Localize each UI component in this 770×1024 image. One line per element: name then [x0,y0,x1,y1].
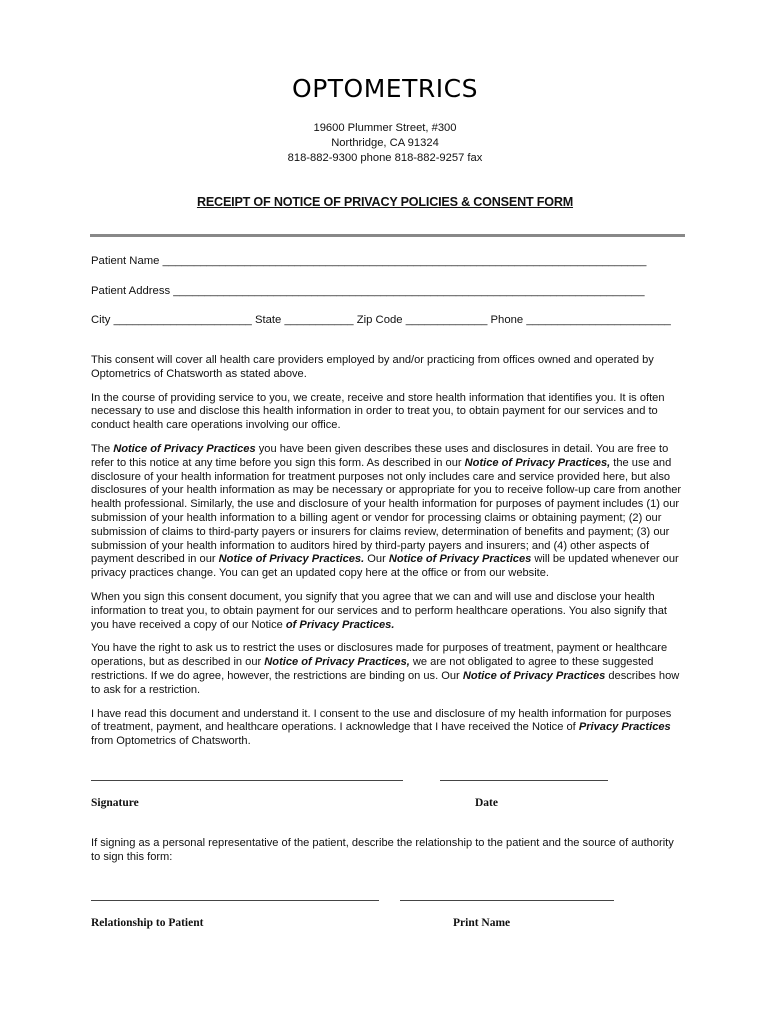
address-street: 19600 Plummer Street, #300 [313,122,457,134]
patient-address-field[interactable]: Patient Address ___________________________________________________________________________ [91,285,645,297]
consent-body [91,354,683,759]
print-name-line[interactable] [400,900,614,901]
practice-address [0,121,770,166]
patient-name-field[interactable]: Patient Name _____________________________________________________________________________ [91,255,647,267]
paragraph-service: In the course of providing service to you, we create, receive and store health information that identifies you. It is often necessary to use and disclose this health information in order to treat you, to obtain payment for our services and to conduct health care operations involving our office. [91,391,665,432]
date-line[interactable] [440,780,608,781]
representative-instructions: If signing as a personal representative of the patient, describe the relationship to the patient and the source of authority to sign this form: [91,837,674,863]
practice-logo: OPTOMETRICS [292,74,478,103]
paragraph-signify: When you sign this consent document, you signify that you agree that we can and will use and disclose your health information to treat you, to obtain payment for our services and to perform healthcare operations. You also signify that you have received a copy of our Notice of Privacy Practices. [91,590,667,631]
paragraph-notice-details: The Notice of Privacy Practices you have been given describes these uses and disclosures in detail. You are free to refer to this notice at any time before you sign this form. As described in our Notice of Privacy Practices, the use and disclosure of your health information for treatment purposes not only includes care and service provided here, but also disclosures of your health information as may be necessary or appropriate for you to receive follow-up care from another health professional. Similarly, the use and disclosure of your health information for purposes of payment includes (1) our submission of your health information to a billing agent or vendor for processing claims or obtaining payment; (2) our submission of claims to third-party payers or insurers for claims review, determination of benefits and payment; (3) our submission of your health information to auditors hired by third-party payers and insurers; and (4) other aspects of payment described in our Notice of Privacy Practices. Our Notice of Privacy Practices will be updated whenever our privacy practices change. You can get an updated copy here at the office or from our website. [91,442,682,580]
paragraph-coverage: This consent will cover all health care providers employed by and/or practicing from offices owned and operated by Optometrics of Chatsworth as stated above. [91,354,654,380]
header-divider [90,234,685,237]
relationship-label: Relationship to Patient [91,917,204,929]
address-phone-fax: 818-882-9300 phone 818-882-9257 fax [287,152,483,164]
date-label: Date [475,797,498,809]
relationship-line[interactable] [91,900,379,901]
signature-line[interactable] [91,780,403,781]
print-name-label: Print Name [453,917,511,929]
paragraph-restrict: You have the right to ask us to restrict the uses or disclosures made for purposes of treatment, payment or healthcare operations, but as described in our Notice of Privacy Practices, we are not obligated to agree to these suggested restrictions. If we do agree, however, the restrictions are binding on us. Our Notice of Privacy Practices describes how to ask for a restriction. [91,642,680,696]
city-state-zip-phone-field[interactable]: City ______________________ State ___________ Zip Code _____________ Phone _______________________ [91,314,671,326]
address-city: Northridge, CA 91324 [331,137,439,149]
paragraph-acknowledge: I have read this document and understand it. I consent to the use and disclosure of my health information for purposes of treatment, payment, and healthcare operations. I acknowledge that I have received the Notice of Privacy Practices from Optometrics of Chatsworth. [91,707,672,748]
signature-label: Signature [91,797,139,809]
form-title: RECEIPT OF NOTICE OF PRIVACY POLICIES & CONSENT FORM [196,195,574,209]
